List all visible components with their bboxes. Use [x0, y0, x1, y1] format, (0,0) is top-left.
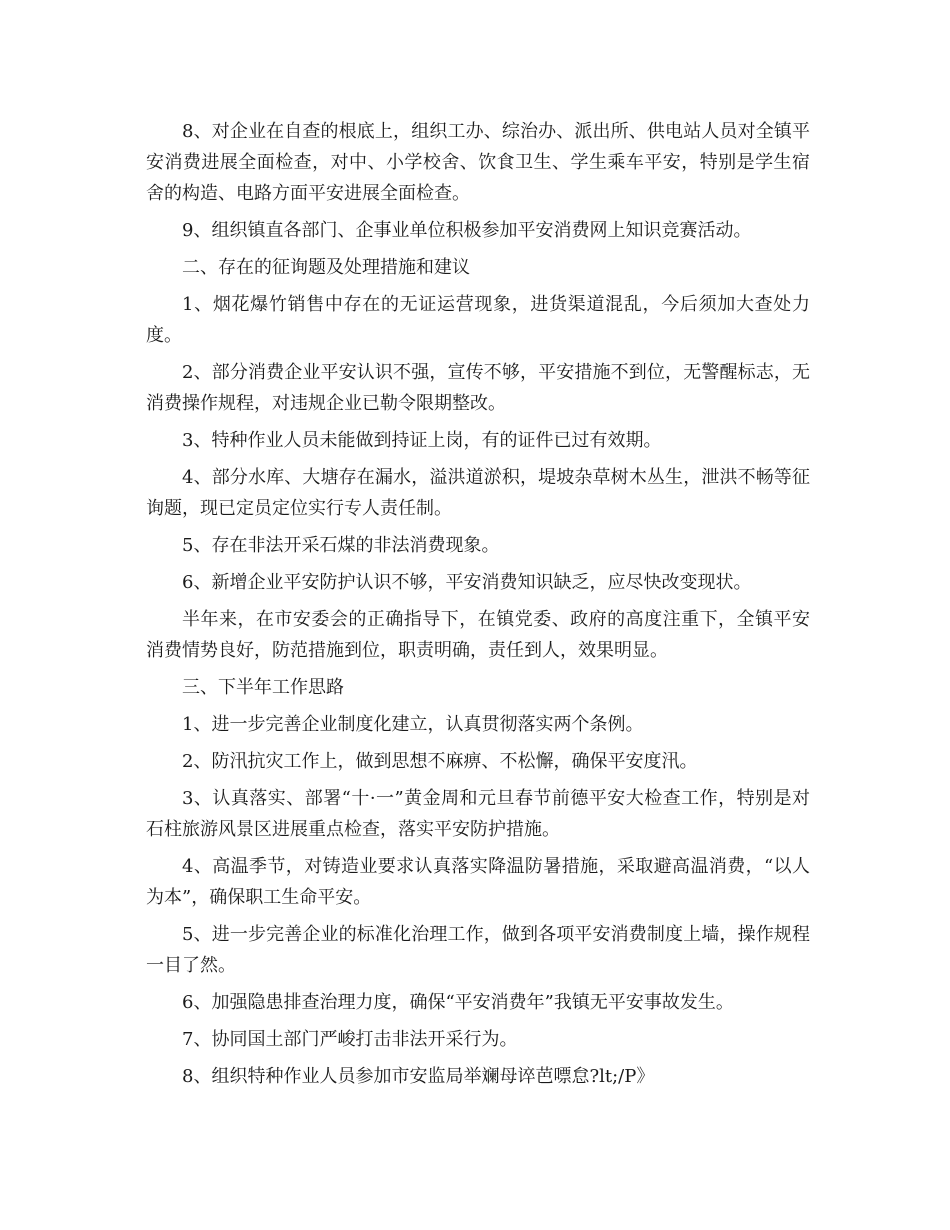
paragraph-problem-6: 6、新增企业平安防护认识不够，平安消费知识缺乏，应尽快改变现状。 [182, 572, 752, 593]
paragraph-problem-1: 1、烟花爆竹销售中存在的无证运营现象，进货渠道混乱，今后须加大查处力度。 [146, 294, 810, 346]
paragraph-8-inspection: 8、对企业在自查的根底上，组织工办、综治办、派出所、供电站人员对全镇平安消费进展全面检查，对中、小学校舍、饮食卫生、学生乘车平安，特别是学生宿舍的构造、电路方面平安进展全面检查。 [146, 121, 810, 204]
paragraph-half-year-summary: 半年来，在市安委会的正确指导下，在镇党委、政府的高度注重下，全镇平安消费情势良好，防范措施到位，职责明确，责任到人，效果明显。 [146, 609, 810, 661]
paragraph-problem-2: 2、部分消费企业平安认识不强，宣传不够，平安措施不到位，无警醒标志，无消费操作规程，对违规企业已勒令限期整改。 [146, 362, 810, 414]
document-body [146, 116, 810, 1098]
paragraph-problem-4: 4、部分水库、大塘存在漏水，溢洪道淤积，堤坡杂草树木丛生，泄洪不畅等征询题，现已定员定位实行专人责任制。 [146, 467, 810, 519]
paragraph-plan-8: 8、组织特种作业人员参加市安监局举斓母谇芭嘌怠?lt;/P》 [182, 1066, 655, 1087]
paragraph-plan-2: 2、防汛抗灾工作上，做到思想不麻痹、不松懈，确保平安度汛。 [182, 751, 698, 772]
paragraph-plan-1: 1、进一步完善企业制度化建立，认真贯彻落实两个条例。 [182, 714, 644, 735]
paragraph-9-competition: 9、组织镇直各部门、企事业单位积极参加平安消费网上知识竞赛活动。 [182, 220, 752, 241]
paragraph-problem-5: 5、存在非法开采石煤的非法消费现象。 [182, 535, 500, 556]
section-heading-problems: 二、存在的征询题及处理措施和建议 [182, 257, 470, 278]
paragraph-problem-3: 3、特种作业人员未能做到持证上岗，有的证件已过有效期。 [182, 430, 662, 451]
section-heading-plan: 三、下半年工作思路 [182, 677, 344, 698]
paragraph-plan-3: 3、认真落实、部署“十·一”黄金周和元旦春节前德平安大检查工作，特别是对石柱旅游风景区进展重点检查，落实平安防护措施。 [146, 788, 810, 840]
paragraph-plan-5: 5、进一步完善企业的标准化治理工作，做到各项平安消费制度上墙，操作规程一目了然。 [146, 924, 810, 976]
paragraph-plan-6: 6、加强隐患排查治理力度，确保“平安消费年”我镇无平安事故发生。 [182, 992, 734, 1013]
paragraph-plan-4: 4、高温季节，对铸造业要求认真落实降温防暑措施，采取避高温消费，“以人为本”，确保职工生命平安。 [146, 856, 810, 908]
paragraph-plan-7: 7、协同国土部门严峻打击非法开采行为。 [182, 1029, 518, 1050]
